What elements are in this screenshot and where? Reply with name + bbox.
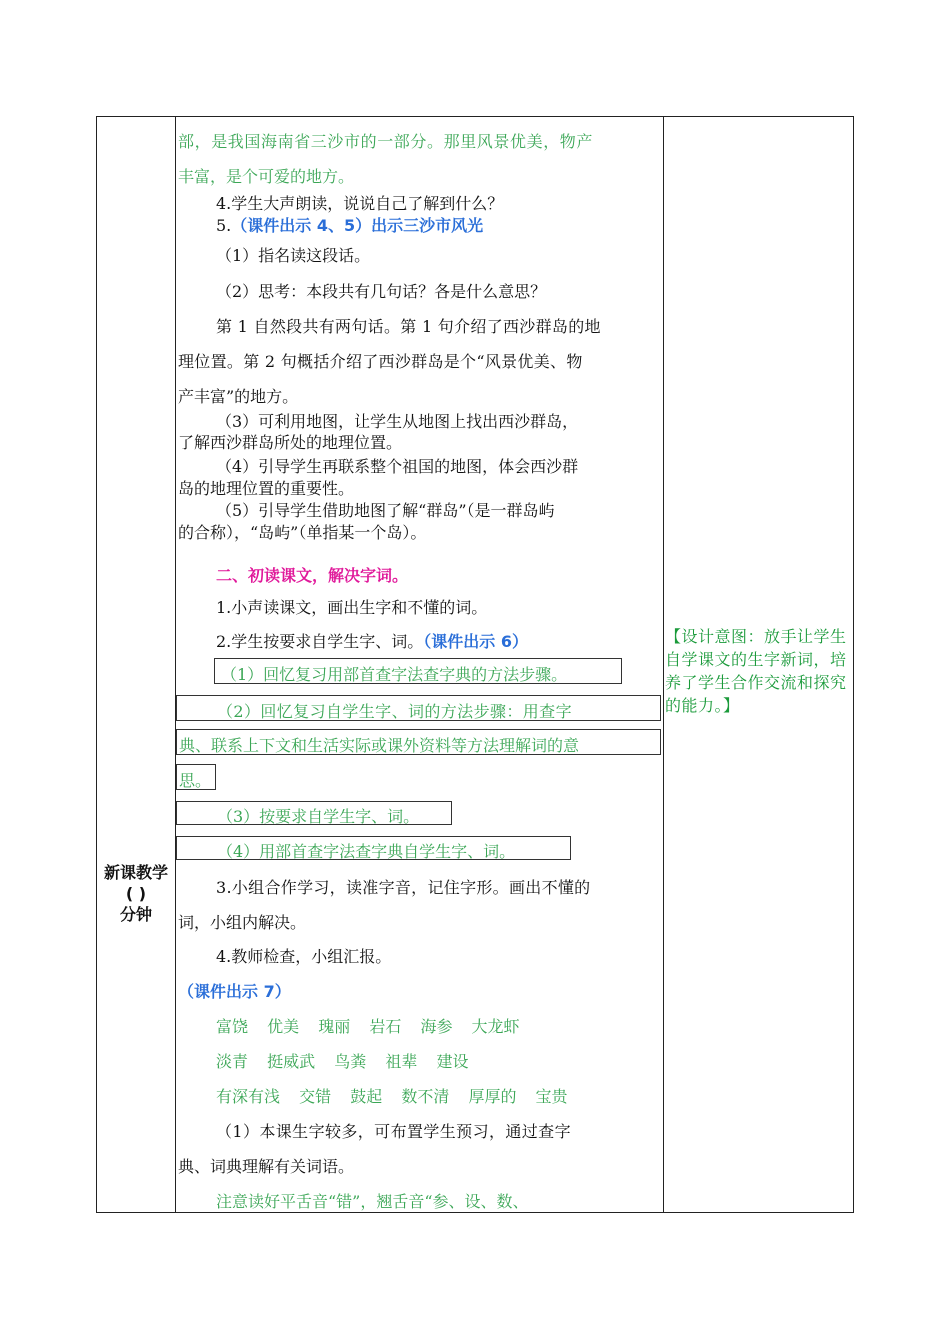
- boxed-step: [176, 801, 452, 825]
- text-line: （4）引导学生再联系整个祖国的地图，体会西沙群: [216, 457, 579, 476]
- text-line: 部，是我国海南省三沙市的一部分。那里风景优美，物产: [178, 132, 594, 151]
- text-line: 典、联系上下文和生活实际或课外资料等方法理解词的意: [179, 736, 580, 755]
- vocab-word: 祖辈: [385, 1052, 418, 1071]
- stage-unit: 分钟: [119, 905, 152, 924]
- text-line: 理位置。第 2 句概括介绍了西沙群岛是个“风景优美、物: [178, 352, 583, 371]
- text-line: 1.小声读课文，画出生字和不懂的词。: [216, 598, 488, 617]
- boxed-step: [176, 764, 216, 790]
- stage-label: [97, 862, 175, 925]
- text-line: 岛的地理位置的重要性。: [178, 479, 355, 498]
- vocab-word: 厚厚的: [468, 1087, 517, 1106]
- vocab-word: 海参: [420, 1017, 453, 1036]
- stage-title: 新课教学: [103, 863, 168, 882]
- text-line: （5）引导学生借助地图了解“群岛”（是一群岛屿: [216, 501, 555, 520]
- vocab-row: [216, 1049, 482, 1072]
- boxed-step: [176, 695, 661, 721]
- boxed-step: [176, 836, 571, 860]
- vocab-word: 宝贵: [535, 1087, 568, 1106]
- text-line: 词，小组内解决。: [178, 913, 307, 932]
- text-line: 注意读好平舌音“错”，翘舌音“参、设、数、: [216, 1192, 529, 1211]
- text-line: 丰富，是个可爱的地方。: [178, 167, 355, 186]
- column-divider: [663, 117, 664, 1212]
- text-line: 的合称），“岛屿”（单指某一个岛）。: [178, 523, 427, 542]
- vocab-word: 建设: [436, 1052, 469, 1071]
- courseware-ref: （课件出示 6）: [423, 632, 528, 651]
- boxed-step: [176, 729, 661, 755]
- text-line: （1）指名读这段话。: [216, 246, 371, 265]
- vocab-word: 鼓起: [350, 1087, 383, 1106]
- text-line: 思。: [179, 771, 212, 790]
- text-line: 4.学生大声朗读，说说自己了解到什么？: [216, 194, 504, 213]
- vocab-word: 瑰丽: [318, 1017, 351, 1036]
- teaching-content: [176, 117, 663, 1212]
- text-line: 了解西沙群岛所处的地理位置。: [178, 433, 403, 452]
- vocab-word: 交错: [299, 1087, 332, 1106]
- text-line: [216, 629, 528, 652]
- stage-time-blank: ( ): [125, 884, 147, 903]
- text-line: 产丰富”的地方。: [178, 387, 299, 406]
- vocab-word: 岩石: [369, 1017, 402, 1036]
- vocab-row: [216, 1014, 534, 1037]
- text-line: （2）思考：本段共有几句话？各是什么意思？: [216, 282, 547, 301]
- item-number: 5.: [216, 216, 232, 235]
- step-text: 2.学生按要求自学生字、词。: [216, 632, 424, 651]
- courseware-ref: （课件出示 7）: [178, 982, 291, 1001]
- text-line: （1）本课生字较多，可布置学生预习，通过查字: [216, 1122, 571, 1141]
- text-line: 3.小组合作学习，读准字音，记住字形。画出不懂的: [216, 878, 591, 897]
- design-intent-note: 【设计意图：放手让学生自学课文的生字新词，培养了学生合作交流和探究的能力。】: [665, 627, 847, 715]
- text-line: （3）可利用地图，让学生从地图上找出西沙群岛，: [216, 412, 579, 431]
- vocab-word: 有深有浅: [216, 1087, 281, 1106]
- vocab-row: [216, 1084, 582, 1107]
- text-line: （1）回忆复习用部首查字法查字典的方法步骤。: [221, 665, 568, 684]
- lesson-table: [96, 116, 854, 1213]
- text-line: （2）回忆复习自学生字、词的方法步骤：用查字: [217, 702, 572, 721]
- courseware-ref: （课件出示 4、5）出示三沙市风光: [231, 216, 484, 235]
- text-line: 第 1 自然段共有两句话。第 1 句介绍了西沙群岛的地: [216, 317, 601, 336]
- vocab-word: 大龙虾: [471, 1017, 520, 1036]
- text-line: 典、词典理解有关词语。: [178, 1157, 355, 1176]
- vocab-word: 优美: [267, 1017, 300, 1036]
- text-line: 4.教师检查，小组汇报。: [216, 947, 392, 966]
- text-line: （4）用部首查字法查字典自学生字、词。: [217, 842, 516, 861]
- vocab-word: 鸟粪: [334, 1052, 367, 1071]
- vocab-word: 数不清: [401, 1087, 450, 1106]
- text-line: （3）按要求自学生字、词。: [217, 807, 420, 826]
- boxed-step: [214, 658, 622, 684]
- text-line: [216, 213, 483, 236]
- vocab-word: 挺威武: [267, 1052, 316, 1071]
- vocab-word: 淡青: [216, 1052, 249, 1071]
- vocab-word: 富饶: [216, 1017, 249, 1036]
- section-heading: 二、初读课文，解决字词。: [216, 566, 409, 585]
